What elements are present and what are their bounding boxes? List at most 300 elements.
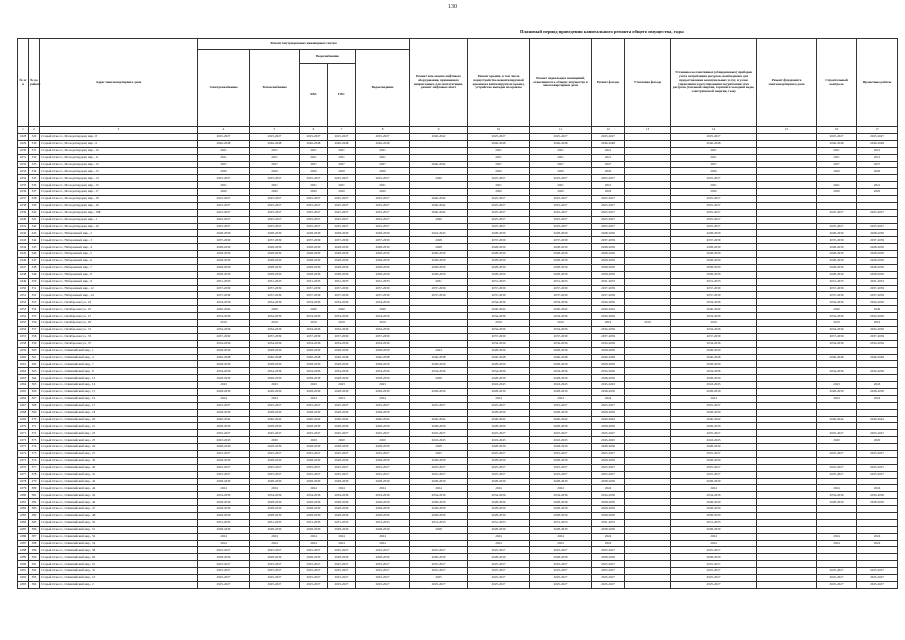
table-cell: 2025-2027 (468, 196, 530, 203)
table-cell: 2028-2030 (817, 244, 857, 251)
table-cell (757, 375, 817, 382)
table-cell: 345 (29, 244, 40, 251)
table-cell: 2020 (300, 168, 328, 175)
table-cell: 2028-2030 (671, 457, 757, 464)
address-cell: Старый Оскол г., Набережный мкр., 12 (40, 285, 198, 292)
table-cell: 2028-2030 (592, 230, 625, 237)
table-cell: 2034-2036 (198, 313, 250, 320)
table-cell: 2028-2030 (300, 499, 328, 506)
table-cell: 2025-2027 (300, 547, 328, 554)
table-cell: 2025-2027 (410, 430, 468, 437)
table-cell (857, 347, 898, 354)
table-cell: 2037-2039 (817, 285, 857, 292)
table-cell: 2028-2030 (468, 230, 530, 237)
table-cell: 2043-2045 (410, 437, 468, 444)
table-cell: 2019 (328, 320, 356, 327)
table-cell: 2034-2036 (250, 368, 300, 375)
table-cell (757, 264, 817, 271)
table-cell: 2031-2033 (592, 278, 625, 285)
table-cell (625, 361, 671, 368)
table-cell: 2028-2030 (410, 258, 468, 265)
table-cell (757, 395, 817, 402)
table-row (18, 512, 898, 519)
table-row (18, 485, 898, 492)
table-cell: 2028-2030 (198, 499, 250, 506)
table-cell (410, 306, 468, 313)
table-cell: 2028-2030 (530, 258, 592, 265)
table-cell: 2025-2027 (530, 196, 592, 203)
table-cell: 2024 (356, 395, 410, 402)
table-cell: 2024 (468, 395, 530, 402)
header-roof: Ремонт крыши, в том числе переустройство невентилируемой крыши на вентилируемую крышу, устройство выходов на кровлю (468, 39, 530, 127)
table-cell (817, 361, 857, 368)
table-cell: 2043 (328, 382, 356, 389)
table-row (18, 161, 898, 168)
address-cell: Старый Оскол г., Олимпийский мкр., 23 (40, 430, 198, 437)
table-cell: 2034-2036 (198, 326, 250, 333)
table-cell (625, 485, 671, 492)
table-cell: 2025-2027 (328, 581, 356, 588)
table-cell: 2025-2027 (592, 450, 625, 457)
table-cell: 2028-2030 (328, 554, 356, 561)
table-cell: 2046-2048 (198, 354, 250, 361)
table-cell: 392 (29, 568, 40, 575)
table-cell: 2025-2027 (857, 471, 898, 478)
table-cell: 2034-2036 (857, 313, 898, 320)
table-cell: 2025-2027 (198, 575, 250, 582)
table-cell: 4353 (18, 306, 29, 313)
table-row (18, 237, 898, 244)
table-cell: 2037-2039 (530, 292, 592, 299)
header-basement: Ремонт подвальных помещений, относящихся к общему имуществу в многоквартирном доме (530, 39, 592, 127)
table-cell: 2028-2030 (328, 457, 356, 464)
table-cell: 4335 (18, 182, 29, 189)
table-cell: 2021 (530, 147, 592, 154)
table-cell: 2028-2030 (410, 251, 468, 258)
table-cell: 2034-2036 (817, 326, 857, 333)
table-row (18, 409, 898, 416)
table-cell: 2028-2030 (530, 244, 592, 251)
table-cell: 4371 (18, 430, 29, 437)
table-cell: 2040-2042 (410, 209, 468, 216)
table-cell: 2025-2027 (671, 450, 757, 457)
column-number: 14 (671, 127, 757, 134)
table-cell: 2024 (530, 485, 592, 492)
table-cell (757, 416, 817, 423)
table-cell: 2034-2036 (468, 340, 530, 347)
table-cell: 2025-2027 (468, 402, 530, 409)
table-cell (757, 168, 817, 175)
table-cell: 2046-2048 (250, 140, 300, 147)
table-cell: 2034-2036 (592, 299, 625, 306)
table-cell: 2021 (592, 154, 625, 161)
table-cell: 2028-2030 (250, 554, 300, 561)
table-cell (625, 306, 671, 313)
table-cell (757, 478, 817, 485)
table-cell (625, 182, 671, 189)
table-cell: 2020 (356, 437, 410, 444)
table-cell (757, 368, 817, 375)
table-cell: 329 (29, 134, 40, 141)
table-cell: 4390 (18, 561, 29, 568)
table-cell (757, 354, 817, 361)
table-cell: 2025-2027 (857, 209, 898, 216)
table-cell: 2025-2027 (671, 430, 757, 437)
header-sewer: Водоотведение (356, 50, 410, 127)
table-cell: 2020 (530, 189, 592, 196)
table-cell: 2043-2045 (198, 437, 250, 444)
table-cell: 2025-2027 (198, 464, 250, 471)
table-cell: 2025 (410, 450, 468, 457)
table-row (18, 347, 898, 354)
table-cell: 2031-2033 (328, 519, 356, 526)
table-cell: 2024 (356, 533, 410, 540)
table-cell (757, 437, 817, 444)
table-cell: 2025-2027 (410, 464, 468, 471)
table-cell: 4364 (18, 382, 29, 389)
table-cell: 2040-2042 (468, 306, 530, 313)
table-cell: 2025-2027 (468, 471, 530, 478)
table-cell: 2028-2030 (592, 244, 625, 251)
table-cell: 2028-2030 (671, 244, 757, 251)
table-cell: 2025-2027 (530, 134, 592, 141)
table-cell: 2028-2030 (817, 230, 857, 237)
table-cell: 2025-2027 (356, 134, 410, 141)
table-cell: 2028-2030 (300, 347, 328, 354)
table-row (18, 519, 898, 526)
table-cell: 2037-2039 (250, 292, 300, 299)
table-cell: 2031-2033 (250, 519, 300, 526)
table-cell: 2034-2036 (592, 340, 625, 347)
table-cell: 377 (29, 464, 40, 471)
table-cell: 2034-2036 (328, 313, 356, 320)
table-row (18, 581, 898, 588)
table-cell: 2025-2027 (817, 471, 857, 478)
table-cell: 2028-2030 (250, 499, 300, 506)
table-cell (757, 333, 817, 340)
table-cell: 2028-2030 (198, 251, 250, 258)
table-cell: 2025-2027 (356, 216, 410, 223)
table-cell: 2031-2033 (857, 278, 898, 285)
table-cell: 2025-2027 (250, 216, 300, 223)
table-cell: 4362 (18, 368, 29, 375)
table-cell: 2020 (468, 189, 530, 196)
header-hvs: ХВС (300, 64, 328, 127)
table-cell: 2046-2048 (198, 140, 250, 147)
table-cell: 2028-2030 (300, 230, 328, 237)
table-cell: 2037-2039 (530, 333, 592, 340)
address-cell: Старый Оскол г., Набережный мкр., 4 (40, 244, 198, 251)
table-cell (625, 326, 671, 333)
table-cell: 2028-2030 (328, 506, 356, 513)
table-cell: 4336 (18, 189, 29, 196)
table-cell: 2034-2036 (817, 368, 857, 375)
table-cell: 2034-2036 (250, 340, 300, 347)
table-cell: 4341 (18, 223, 29, 230)
table-cell: 2027 (592, 161, 625, 168)
table-cell: 2025-2027 (671, 471, 757, 478)
table-cell: 2040-2042 (592, 416, 625, 423)
table-cell: 2028-2030 (356, 375, 410, 382)
table-cell: 2025-2027 (198, 471, 250, 478)
table-cell (757, 464, 817, 471)
table-cell (625, 512, 671, 519)
table-cell: 2028-2030 (592, 444, 625, 451)
table-cell: 2024 (817, 485, 857, 492)
table-cell (757, 285, 817, 292)
table-cell: 2025-2027 (592, 202, 625, 209)
table-cell (857, 526, 898, 533)
table-cell: 2028-2030 (468, 478, 530, 485)
table-cell: 2046-2048 (328, 140, 356, 147)
table-row (18, 450, 898, 457)
table-cell: 2024 (857, 540, 898, 547)
table-cell: 2028-2030 (530, 526, 592, 533)
table-cell: 4328 (18, 134, 29, 141)
table-cell: 2028-2030 (328, 251, 356, 258)
table-cell: 2034-2036 (530, 492, 592, 499)
table-cell: 2020 (592, 189, 625, 196)
table-cell (625, 161, 671, 168)
table-cell: 332 (29, 154, 40, 161)
table-cell: 2034-2036 (250, 492, 300, 499)
table-cell: 2028-2030 (250, 375, 300, 382)
table-cell: 2025 (410, 575, 468, 582)
header-no: № п/п (18, 39, 29, 127)
address-cell: Старый Оскол г., Олимпийский мкр., 51 (40, 526, 198, 533)
table-cell (410, 340, 468, 347)
table-cell: 335 (29, 175, 40, 182)
table-cell: 2020 (250, 189, 300, 196)
table-cell (625, 423, 671, 430)
address-cell: Старый Оскол г., Набережный мкр., 9 (40, 278, 198, 285)
table-cell: 2028-2030 (410, 264, 468, 271)
table-cell (857, 478, 898, 485)
column-number: 10 (468, 127, 530, 134)
table-cell: 2025-2027 (468, 450, 530, 457)
table-cell: 4366 (18, 395, 29, 402)
address-cell: Старый Оскол г., Молодогвардеец мкр., 19 (40, 202, 198, 209)
table-cell: 2025-2027 (410, 547, 468, 554)
table-cell: 2028-2030 (198, 361, 250, 368)
table-cell: 2046-2048 (857, 354, 898, 361)
table-row (18, 292, 898, 299)
table-cell: 2028-2030 (592, 457, 625, 464)
address-cell: Старый Оскол г., Набережный мкр., 14 (40, 292, 198, 299)
table-cell: 2028-2030 (300, 423, 328, 430)
table-cell: 2021 (857, 154, 898, 161)
address-cell: Старый Оскол г., Олимпийский мкр., 12 (40, 375, 198, 382)
table-cell: 2037-2039 (671, 285, 757, 292)
table-cell: 2020 (817, 189, 857, 196)
table-cell: 2024 (817, 540, 857, 547)
table-cell: 2021 (468, 147, 530, 154)
table-cell: 334 (29, 168, 40, 175)
table-cell (625, 575, 671, 582)
table-cell: 2046-2048 (857, 140, 898, 147)
table-cell: 2025-2027 (198, 175, 250, 182)
table-cell: 350 (29, 278, 40, 285)
table-cell: 4368 (18, 409, 29, 416)
address-cell: Старый Оскол г., Олимпийский мкр., 8 (40, 368, 198, 375)
table-cell: 2025-2027 (530, 216, 592, 223)
table-cell: 2025-2027 (300, 581, 328, 588)
table-cell: 2028-2030 (356, 423, 410, 430)
table-cell: 2028-2030 (592, 375, 625, 382)
table-cell: 339 (29, 202, 40, 209)
table-cell: 2034-2036 (530, 340, 592, 347)
table-cell: 2034-2036 (410, 368, 468, 375)
table-cell: 2034-2036 (592, 326, 625, 333)
table-cell: 2028-2030 (356, 251, 410, 258)
table-cell: 338 (29, 196, 40, 203)
table-cell (817, 457, 857, 464)
table-cell: 2028-2030 (592, 423, 625, 430)
table-cell: 2040-2042 (857, 416, 898, 423)
table-cell: 2034-2036 (592, 313, 625, 320)
table-cell (757, 568, 817, 575)
table-cell: 2025-2027 (300, 175, 328, 182)
table-cell: 4389 (18, 554, 29, 561)
table-cell (625, 375, 671, 382)
table-cell (757, 271, 817, 278)
table-cell: 2025-2027 (592, 568, 625, 575)
table-cell: 2037-2039 (671, 237, 757, 244)
table-cell: 2034-2036 (592, 492, 625, 499)
table-cell: 2020 (250, 168, 300, 175)
header-construction-control: Строительный контроль (817, 39, 857, 127)
table-cell: 2025-2027 (300, 209, 328, 216)
table-cell: 2028 (410, 444, 468, 451)
address-cell: Старый Оскол г., Молодогвардеец мкр., 18 (40, 196, 198, 203)
table-cell: 2025-2027 (592, 209, 625, 216)
header-internal-systems: Ремонт внутридомовых инженерных систем (198, 39, 410, 50)
table-cell: 2028-2030 (857, 258, 898, 265)
table-cell: 2025-2027 (300, 223, 328, 230)
table-cell: 2025-2027 (328, 568, 356, 575)
table-row (18, 395, 898, 402)
table-cell: 2034-2036 (817, 492, 857, 499)
table-cell: 4329 (18, 140, 29, 147)
table-cell: 2034-2036 (300, 492, 328, 499)
table-cell: 2024 (328, 395, 356, 402)
table-cell: 343 (29, 230, 40, 237)
table-cell: 2028-2030 (250, 423, 300, 430)
table-row (18, 271, 898, 278)
table-cell: 2028-2030 (817, 258, 857, 265)
table-cell: 2019 (250, 320, 300, 327)
table-cell: 2025-2027 (356, 547, 410, 554)
table-cell: 2025-2027 (530, 568, 592, 575)
address-cell: Старый Оскол г., Олимпийский мкр., 26 (40, 444, 198, 451)
table-cell: 336 (29, 182, 40, 189)
table-cell: 4383 (18, 512, 29, 519)
table-cell: 2034-2036 (250, 326, 300, 333)
table-row (18, 202, 898, 209)
table-cell: 2025-2027 (817, 209, 857, 216)
table-cell: 2028-2030 (198, 388, 250, 395)
table-row (18, 423, 898, 430)
table-cell (410, 182, 468, 189)
table-row (18, 554, 898, 561)
table-cell: 2024 (857, 533, 898, 540)
table-cell: 2043-2045 (671, 382, 757, 389)
table-cell: 2025-2027 (671, 402, 757, 409)
table-cell: 2024 (300, 540, 328, 547)
table-cell: 2028-2030 (592, 506, 625, 513)
table-cell: 2021 (356, 147, 410, 154)
table-cell (817, 216, 857, 223)
table-cell: 2037-2039 (328, 333, 356, 340)
table-cell: 2034-2036 (857, 492, 898, 499)
table-cell: 340 (29, 209, 40, 216)
table-cell: 2021 (300, 147, 328, 154)
table-row (18, 464, 898, 471)
table-cell: 2025-2027 (468, 568, 530, 575)
table-cell: 2043-2045 (592, 382, 625, 389)
table-cell: 2025-2027 (410, 568, 468, 575)
table-row (18, 306, 898, 313)
table-cell: 2028-2030 (300, 512, 328, 519)
table-row (18, 251, 898, 258)
table-row (18, 547, 898, 554)
table-cell (757, 258, 817, 265)
table-cell: 2025-2027 (530, 547, 592, 554)
table-cell: 2037-2039 (857, 333, 898, 340)
table-cell: 2040-2042 (198, 306, 250, 313)
table-cell: 2019 (530, 320, 592, 327)
table-cell (410, 223, 468, 230)
table-cell (757, 444, 817, 451)
table-cell: 2028-2030 (198, 457, 250, 464)
table-cell (625, 464, 671, 471)
table-cell: 2020 (328, 189, 356, 196)
table-cell: 2027 (530, 161, 592, 168)
table-cell: 357 (29, 326, 40, 333)
table-cell: 2025-2027 (468, 134, 530, 141)
table-cell: 2024 (410, 485, 468, 492)
table-row (18, 134, 898, 141)
table-cell: 369 (29, 409, 40, 416)
table-cell: 394 (29, 581, 40, 588)
table-cell: 2025-2027 (530, 209, 592, 216)
table-cell: 4369 (18, 416, 29, 423)
table-cell: 2037-2039 (410, 285, 468, 292)
table-cell: 331 (29, 147, 40, 154)
table-cell (757, 251, 817, 258)
table-cell: 2025-2027 (250, 581, 300, 588)
table-cell: 2025-2027 (198, 430, 250, 437)
table-cell: 385 (29, 519, 40, 526)
table-cell: 2019 (300, 320, 328, 327)
table-cell: 2040-2042 (671, 416, 757, 423)
table-cell: 2028-2030 (671, 409, 757, 416)
table-cell: 2034-2036 (671, 340, 757, 347)
table-cell: 2028-2030 (530, 264, 592, 271)
table-cell: 2028-2030 (671, 258, 757, 265)
table-cell: 2034-2036 (198, 368, 250, 375)
table-cell: 2031-2033 (300, 278, 328, 285)
table-cell (625, 382, 671, 389)
table-cell: 2028-2030 (328, 375, 356, 382)
table-cell: 2028-2030 (592, 409, 625, 416)
table-cell: 2024 (250, 540, 300, 547)
table-cell (817, 375, 857, 382)
table-cell: 2031-2033 (198, 278, 250, 285)
table-cell: 2028-2030 (250, 478, 300, 485)
table-cell (757, 450, 817, 457)
table-cell: 4342 (18, 230, 29, 237)
